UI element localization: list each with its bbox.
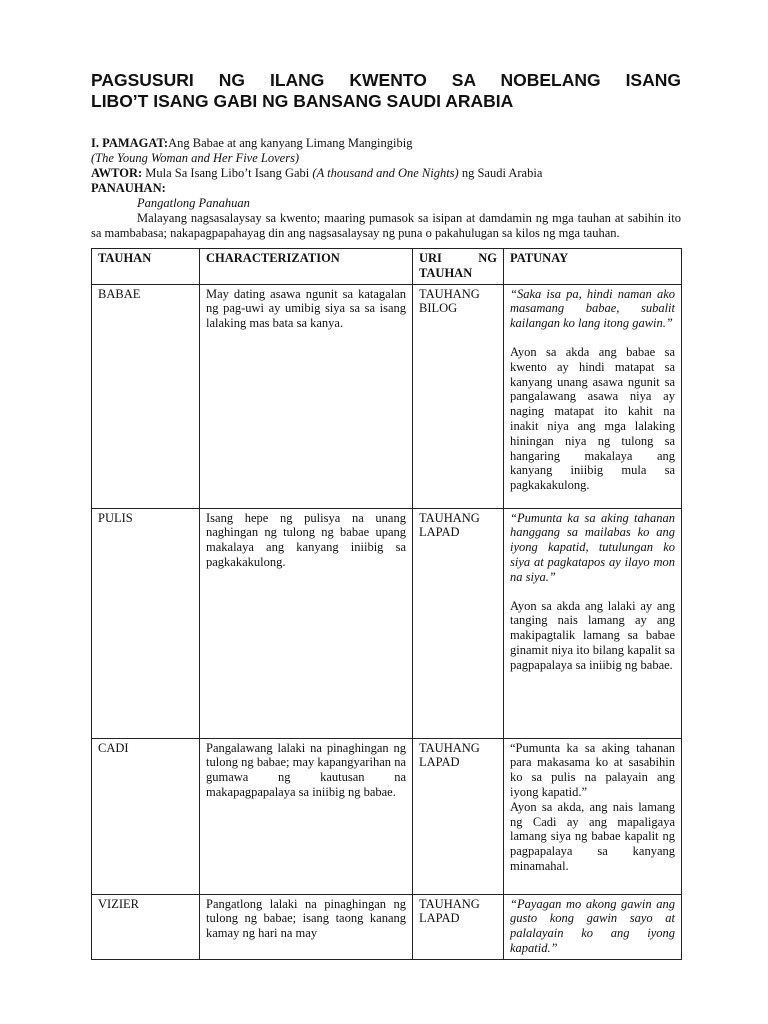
cell-uri: TAUHANG LAPAD bbox=[413, 894, 504, 959]
header-uri: URI NG TAUHAN bbox=[413, 249, 504, 285]
cell-characterization: Pangalawang lalaki na pinaghingan ng tulong ng babae; may kapangyarihan na gumawa ng kautusan na makapagpapalaya sa iniibig ng babae. bbox=[200, 738, 413, 894]
panauhan-description-text: Malayang nagsasalaysay sa kwento; maaring pumasok sa isipan at damdamin ng mga tauhan at sabihin ito sa mambabasa; nakapagpapahayag din ang nagsasalaysay ng puna o pakahulugan sa kilos ng mga tauhan. bbox=[91, 211, 681, 240]
awtor-label: AWTOR: bbox=[91, 166, 143, 180]
cell-tauhan: CADI bbox=[92, 738, 200, 894]
title-line-2: LIBO’T ISANG GABI NG BANSANG SAUDI ARABIA bbox=[91, 91, 514, 111]
document-meta bbox=[91, 136, 681, 241]
patunay-explanation: Ayon sa akda ang babae sa kwento ay hindi matapat sa kanyang unang asawa ngunit sa pangalawang asawa niya ay naging matapat ito kahit na inakit niya ang mga lalaking hiningan niya ng tulong sa hangaring makalaya ang kanyang iniibig mula sa pagkakakulong. bbox=[510, 344, 675, 493]
character-table bbox=[91, 248, 682, 960]
panauhan-type-row bbox=[91, 196, 681, 211]
table-row bbox=[92, 894, 682, 959]
patunay-quote: “Saka isa pa, hindi naman ako masamang babae, subalit kailangan ko lang itong gawin.” bbox=[510, 286, 675, 331]
patunay-gap bbox=[510, 331, 675, 345]
patunay-gap bbox=[510, 585, 675, 599]
cell-tauhan: PULIS bbox=[92, 508, 200, 738]
title-line-1: PAGSUSURI NG ILANG KWENTO SA NOBELANG ISANG bbox=[91, 70, 681, 90]
cell-patunay bbox=[504, 738, 682, 894]
panauhan-description bbox=[91, 211, 681, 241]
cell-uri: TAUHANG BILOG bbox=[413, 284, 504, 508]
table-row bbox=[92, 738, 682, 894]
pamagat-english: (The Young Woman and Her Five Lovers) bbox=[91, 151, 300, 165]
pamagat-english-row bbox=[91, 151, 681, 166]
cell-tauhan: BABAE bbox=[92, 284, 200, 508]
patunay-quote: “Pumunta ka sa aking tahanan para makasama ko at sasabihin ko sa pulis na palayain ang iyong kapatid.” bbox=[510, 740, 675, 799]
cell-characterization: Isang hepe ng pulisya na unang naghingan ng tulong ng babae upang makalaya ang kanyang iniibig sa pagkakakulong. bbox=[200, 508, 413, 738]
patunay-quote: “Payagan mo akong gawin ang gusto kong gawin sayo at palalayain ko ang iyong kapatid.” bbox=[510, 896, 675, 955]
cell-patunay bbox=[504, 508, 682, 738]
panauhan-row bbox=[91, 181, 681, 196]
table-header-row bbox=[92, 249, 682, 285]
table-row bbox=[92, 284, 682, 508]
cell-patunay bbox=[504, 894, 682, 959]
panauhan-type: Pangatlong Panahuan bbox=[137, 196, 250, 210]
table-row bbox=[92, 508, 682, 738]
patunay-quote: “Pumunta ka sa aking tahanan hanggang sa mailabas ko ang iyong kapatid, tutulungan ko siya at pagkatapos ay ilayo mon na siya.” bbox=[510, 510, 675, 584]
patunay-explanation: Ayon sa akda ang lalaki ay ang tanging nais lamang ay ang makipagtalik lamang sa babae ginamit niya ito bilang kapalit sa pagpapalaya sa iniibig ng babae. bbox=[510, 598, 675, 672]
awtor-value-2: ng Saudi Arabia bbox=[458, 166, 543, 180]
cell-patunay bbox=[504, 284, 682, 508]
cell-uri: TAUHANG LAPAD bbox=[413, 508, 504, 738]
header-tauhan: TAUHAN bbox=[92, 249, 200, 285]
document-title bbox=[91, 70, 681, 112]
cell-uri: TAUHANG LAPAD bbox=[413, 738, 504, 894]
header-patunay: PATUNAY bbox=[504, 249, 682, 285]
header-characterization: CHARACTERIZATION bbox=[200, 249, 413, 285]
pamagat-label: I. PAMAGAT: bbox=[91, 136, 169, 150]
panauhan-label: PANAUHAN: bbox=[91, 181, 166, 195]
cell-characterization: May dating asawa ngunit sa katagalan ng pag-uwi ay umibig siya sa sa isang lalaking mas bata sa kanya. bbox=[200, 284, 413, 508]
pamagat-value: Ang Babae at ang kanyang Limang Mangingibig bbox=[168, 136, 413, 150]
awtor-value-italic: (A thousand and One Nights) bbox=[312, 166, 459, 180]
cell-tauhan: VIZIER bbox=[92, 894, 200, 959]
awtor-row bbox=[91, 166, 681, 181]
patunay-explanation: Ayon sa akda, ang nais lamang ng Cadi ay ang mapaligaya lamang siya ng babae kapalit ng pagpapalaya sa kanyang minamahal. bbox=[510, 799, 675, 873]
awtor-value-1: Mula Sa Isang Libo’t Isang Gabi bbox=[142, 166, 313, 180]
cell-characterization: Pangatlong lalaki na pinaghingan ng tulong ng babae; isang taong kanang kamay ng hari na may bbox=[200, 894, 413, 959]
pamagat-row bbox=[91, 136, 681, 151]
